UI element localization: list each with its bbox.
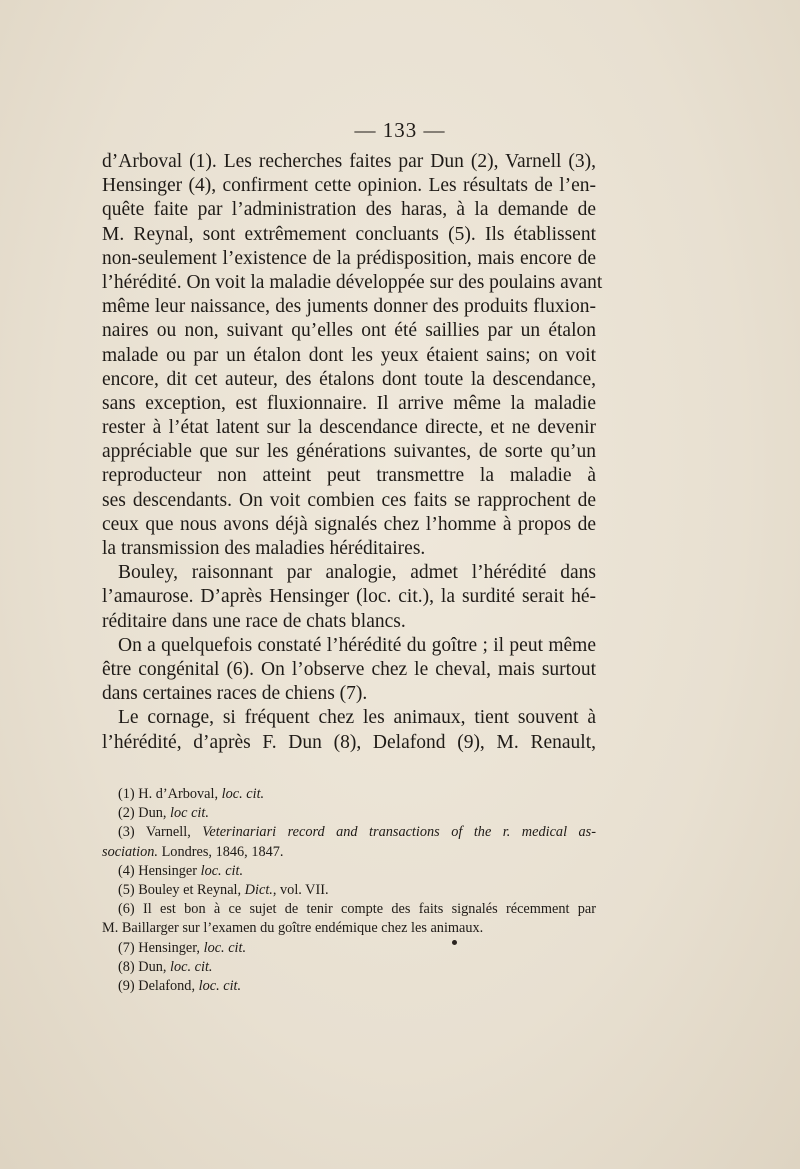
page-number: — 133 —: [354, 118, 446, 142]
footnote-author: H. d’Arboval,: [138, 786, 219, 802]
footnote-author: Delafond,: [138, 977, 196, 994]
footnote-number: (5): [118, 881, 135, 898]
footnote: [102, 900, 596, 919]
footnote-continuation: [102, 919, 596, 938]
footnote-author: Hensinger,: [138, 939, 201, 956]
footnote: [102, 939, 596, 958]
footnote-reference: loc. cit.: [221, 786, 265, 802]
text-line: M. Reynal, sont extrêmement concluants (5). Ils établissent: [102, 223, 596, 245]
footnotes: [102, 785, 596, 996]
text-line: dans certaines races de chiens (7).: [102, 683, 368, 705]
text-line: malade ou par un étalon dont les yeux étaient sains; on voit: [102, 344, 596, 366]
footnote-author: Dun,: [138, 805, 167, 822]
text-line: sans exception, est fluxionnaire. Il arrive même la maladie: [102, 392, 596, 414]
text-line: rester à l’état latent sur la descendance directe, et ne devenir: [102, 417, 596, 439]
footnote-text: M. Baillarger sur l’examen du goître endémique chez les animaux.: [102, 920, 484, 937]
footnote-title: sociation.: [102, 843, 158, 860]
footnote-text: Il est bon à ce sujet de tenir compte des faits signalés récemment par: [142, 901, 596, 918]
text-line: la transmission des maladies héréditaires.: [102, 538, 426, 559]
footnote: [102, 823, 596, 842]
text-line: quête faite par l’administration des haras, à la demande de: [102, 199, 596, 221]
text-line: l’hérédité. On voit la maladie développée sur des poulains avant: [102, 271, 603, 293]
footnote: [102, 977, 596, 996]
text-line: Bouley, raisonnant par analogie, admet l’hérédité dans: [118, 562, 596, 584]
footnote-reference: Dict.: [244, 881, 273, 898]
footnote-author: Dun,: [138, 958, 167, 975]
text-line: Le cornage, si fréquent chez les animaux, tient souvent à: [118, 707, 596, 729]
footnote-title: Veterinariari record and transactions of the r. medical as-: [202, 824, 596, 841]
text-line: reproducteur non atteint peut transmettre la maladie à: [102, 465, 596, 487]
text-line: encore, dit cet auteur, des étalons dont toute la descendance,: [102, 368, 596, 390]
footnote-number: (3): [118, 824, 135, 841]
text-line: ceux que nous avons déjà signalés chez l’homme à propos de: [102, 513, 596, 535]
footnote-author: Hensinger: [138, 862, 198, 879]
text-line: d’Arboval (1). Les recherches faites par Dun (2), Varnell (3),: [102, 151, 596, 172]
footnote-reference: loc. cit.: [170, 958, 213, 975]
footnote: [102, 881, 596, 900]
footnote-author: Bouley et Reynal,: [138, 881, 242, 898]
footnote-number: (7): [118, 939, 135, 956]
footnote: [102, 862, 596, 881]
footnote-reference: loc cit.: [170, 805, 209, 822]
text-line: ses descendants. On voit combien ces faits se rapprochent de: [102, 489, 596, 511]
text-line: l’hérédité, d’après F. Dun (8), Delafond (9), M. Renault,: [102, 731, 596, 753]
text-line: naires ou non, suivant qu’elles ont été saillies par un étalon: [102, 320, 596, 342]
text-line: On a quelquefois constaté l’hérédité du goître ; il peut même: [118, 634, 596, 656]
text-line: non-seulement l’existence de la prédisposition, mais encore de: [102, 247, 596, 269]
footnote-reference: loc. cit.: [200, 862, 244, 879]
footnote-reference: loc. cit.: [203, 939, 247, 956]
text-line: Hensinger (4), confirment cette opinion. Les résultats de l’en-: [102, 175, 596, 197]
footnote-author: Varnell,: [145, 824, 191, 841]
footnote-number: (9): [118, 977, 135, 994]
footnote-detail: Londres, 1846, 1847.: [161, 843, 284, 860]
footnote: [102, 785, 596, 804]
footnote: [102, 804, 596, 823]
footnote-number: (8): [118, 958, 135, 975]
footnote-number: (1): [118, 786, 135, 802]
body-text: [102, 150, 603, 755]
text-line: même leur naissance, des juments donner des produits fluxion-: [102, 296, 596, 318]
footnote-number: (2): [118, 805, 135, 822]
text-line: appréciable que sur les générations suivantes, de sorte qu’un: [102, 441, 596, 463]
footnote-number: (4): [118, 862, 135, 879]
footnote-reference: loc. cit.: [198, 977, 242, 994]
text-line: être congénital (6). On l’observe chez le cheval, mais surtout: [102, 658, 596, 680]
footnote: [102, 958, 596, 977]
footnote-continuation: [102, 843, 596, 862]
ink-speck: [452, 940, 457, 945]
footnote-detail: , vol. VII.: [272, 881, 329, 898]
text-line: réditaire dans une race de chats blancs.: [102, 610, 406, 632]
footnote-number: (6): [118, 901, 135, 918]
text-line: l’amaurose. D’après Hensinger (loc. cit.), la surdité serait hé-: [102, 586, 596, 608]
